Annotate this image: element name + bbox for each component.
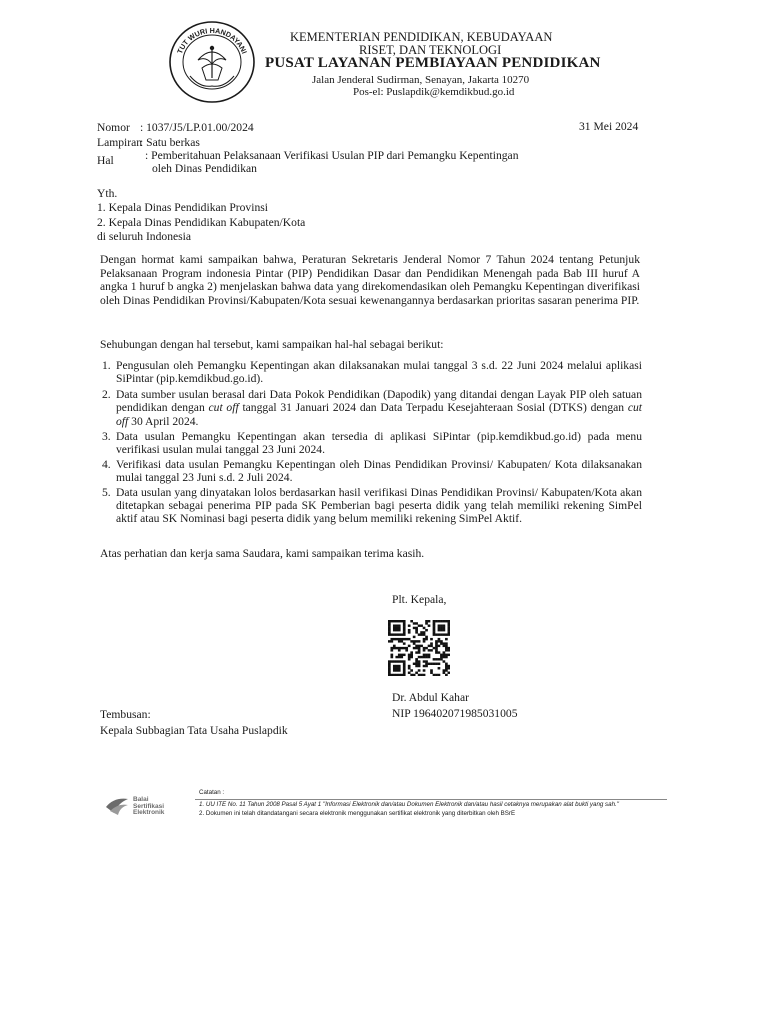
nomor-label: Nomor [97,121,130,134]
body-paragraph-1: Dengan hormat kami sampaikan bahwa, Peraturan Sekretaris Jenderal Nomor 7 Tahun 2024 tentang Petunjuk Pelaksanaan Program indonesia Pintar (PIP) Pendidikan Dasar dan Pendidikan Menengah pada Bab III huruf A angka 1 huruf b angka 2) menjelaskan bahwa data yang direkomendasikan oleh Pemangku Kepentingan diverifikasi oleh Dinas Pendidikan Provinsi/Kabupaten/Kota sesuai kewenangannya berdasarkan prioritas sasaran penerima PIP. [100,253,640,307]
agency-name: PUSAT LAYANAN PEMBIAYAAN PENDIDIKAN [265,55,601,71]
footer-note-2: 2. Dokumen ini telah ditandatangani secara elektronik menggunakan sertifikat elektronik yang diterbitkan oleh BSrE [199,810,516,817]
ministry-name-line1: KEMENTERIAN PENDIDIKAN, KEBUDAYAAN [290,30,553,44]
bsre-name: Balai Sertifikasi Elektronik [133,796,165,817]
list-item: 3. Data usulan Pemangku Kepentingan akan tersedia di aplikasi SiPintar (pip.kemdikbud.go.id) pada menu verifikasi usulan mulai tanggal 23 Juni 2024. [102,430,642,457]
footer-divider [195,799,667,800]
list-item: 2. Data sumber usulan berasal dari Data Pokok Pendidikan (Dapodik) yang ditandai dengan Layak PIP oleh satuan pendidikan dengan cut off tanggal 31 Januari 2024 dan Data Terpadu Kesejahteraan Sosial (DTKS) dengan cut off 30 April 2024. [102,387,643,428]
ministry-logo [168,20,256,104]
recipient-greeting: Yth. [97,187,118,200]
recipient-2: 2. Kepala Dinas Pendidikan Kabupaten/Kota [97,216,306,229]
tembusan-value: Kepala Subbagian Tata Usaha Puslapdik [100,724,288,737]
bsre-logo-icon [104,793,130,817]
signature-qr-code [388,620,450,676]
list-item: 4. Verifikasi data usulan Pemangku Kepentingan oleh Dinas Pendidikan Provinsi/ Kabupaten/ Kota dilaksanakan mulai tanggal 23 Juni s.d. 2 Juli 2024. [102,457,642,485]
points-list [102,359,642,526]
footer-note-1: 1. UU ITE No. 11 Tahun 2008 Pasal 5 Ayat 1 "Informasi Elektronik dan/atau Dokumen Elektronik dan/atau hasil cetaknya merupakan alat bukti yang sah." [199,801,619,808]
tembusan-label: Tembusan: [100,708,151,721]
ministry-name-line2: RISET, DAN TEKNOLOGI [359,43,502,57]
agency-email: Pos-el: Puslapdik@kemdikbud.go.id [353,86,515,98]
catatan-label: Catatan : [199,789,225,796]
body-paragraph-2: Sehubungan dengan hal tersebut, kami sampaikan hal-hal sebagai berikut: [100,338,444,351]
list-item: 5. Data usulan yang dinyatakan lolos berdasarkan hasil verifikasi Dinas Pendidikan Provinsi/ Kabupaten/Kota akan ditetapkan sebagai penerima PIP pada SK Pemberian bagi peserta didik yang telah memiliki rekening SimPel aktif atau SK Nominasi bagi peserta didik yang belum memiliki rekening SimPel Aktif. [102,485,642,526]
signatory-nip: NIP 196402071985031005 [392,707,518,720]
lampiran-label: Lampiran [97,136,143,149]
lampiran-value: : Satu berkas [140,136,200,149]
nomor-value: : 1037/J5/LP.01.00/2024 [140,121,254,134]
agency-address: Jalan Jenderal Sudirman, Senayan, Jakarta 10270 [312,74,530,86]
logo-motto: TUT WURI HANDAYANI [175,25,249,56]
hal-value-line2: oleh Dinas Pendidikan [152,162,257,175]
recipient-1: 1. Kepala Dinas Pendidikan Provinsi [97,201,268,214]
signatory-name: Dr. Abdul Kahar [392,691,469,704]
closing-sentence: Atas perhatian dan kerja sama Saudara, kami sampaikan terima kasih. [100,547,425,560]
recipient-3: di seluruh Indonesia [97,230,192,243]
signature-title: Plt. Kepala, [392,593,447,606]
hal-value-line1: : Pemberitahuan Pelaksanaan Verifikasi Usulan PIP dari Pemangku Kepentingan [145,149,519,162]
hal-label: Hal [97,154,114,167]
list-item: 1. Pengusulan oleh Pemangku Kepentingan akan dilaksanakan mulai tanggal 3 s.d. 22 Juni 2024 melalui aplikasi SiPintar (pip.kemdikbud.go.id). [102,359,642,386]
letter-date: 31 Mei 2024 [579,120,639,133]
